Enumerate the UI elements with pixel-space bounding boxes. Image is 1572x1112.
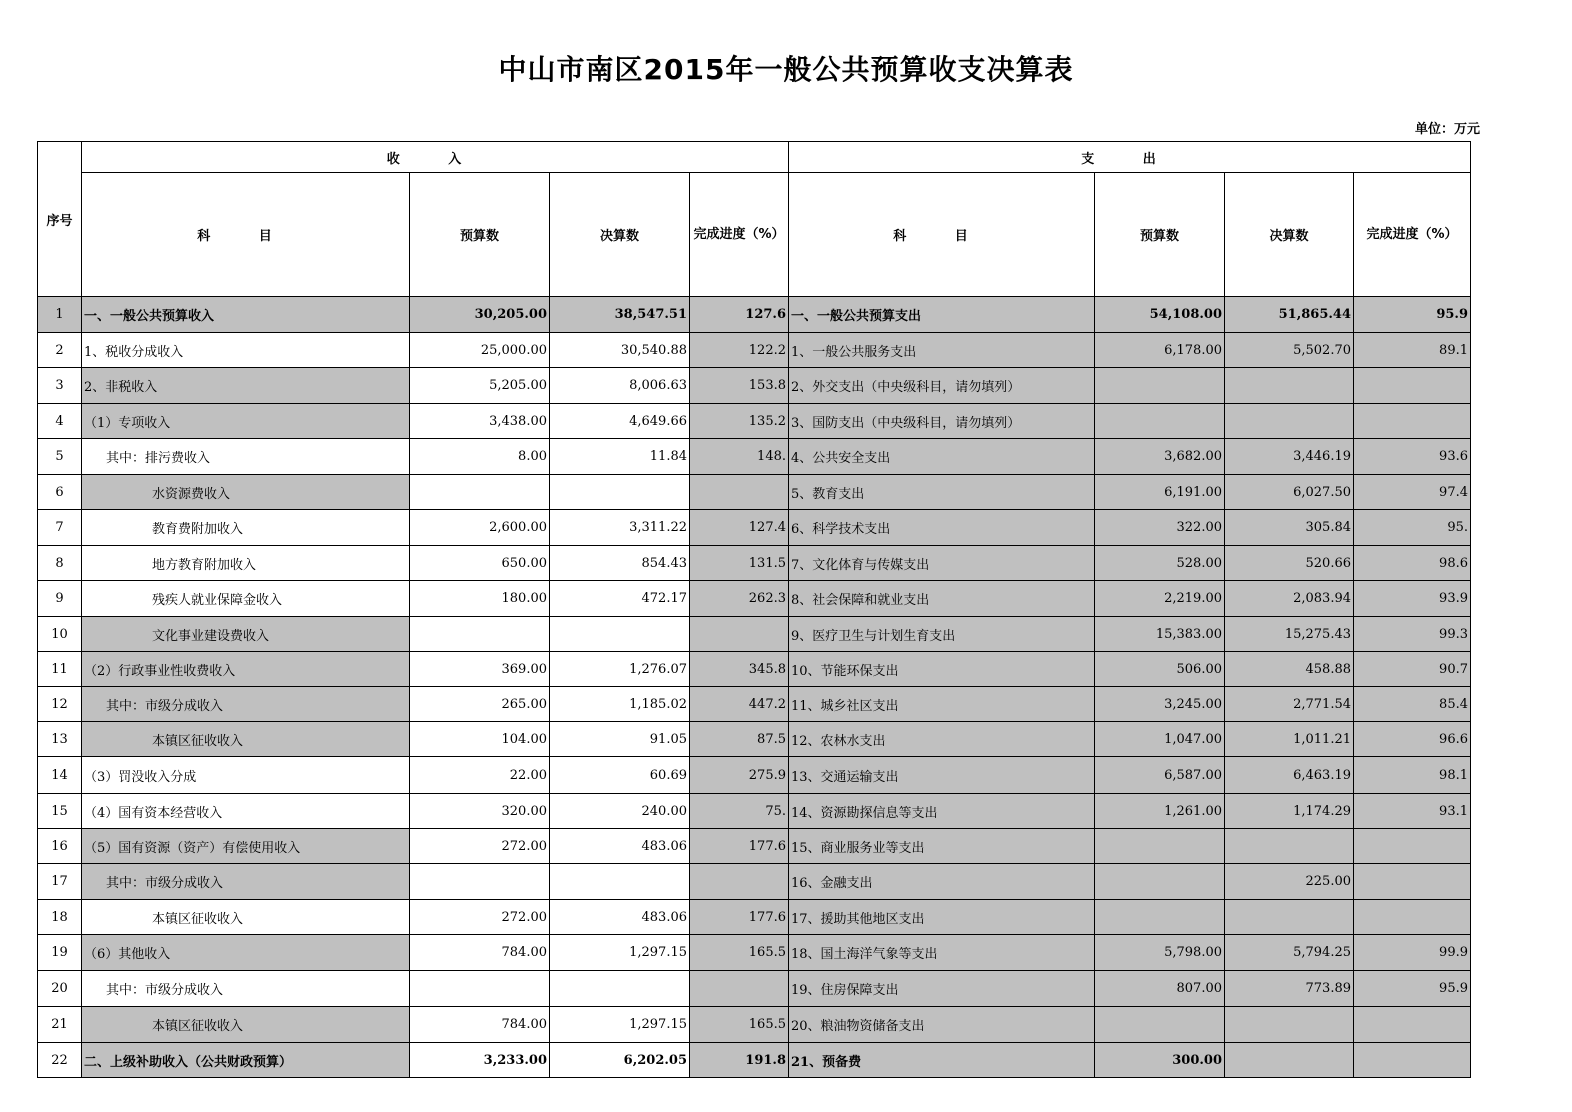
- income-subject-cell: 二、上级补助收入（公共财政预算）: [82, 1043, 410, 1078]
- table-row: [38, 546, 1471, 581]
- income-final-cell: 854.43: [550, 546, 690, 581]
- income-budget-cell: 320.00: [410, 794, 550, 829]
- expense-budget-cell: 322.00: [1095, 510, 1225, 546]
- income-progress-cell: 122.2: [690, 333, 789, 368]
- expense-progress-cell: [1354, 900, 1471, 935]
- income-subject-cell: 本镇区征收收入: [82, 722, 410, 757]
- income-final-cell: 1,276.07: [550, 652, 690, 687]
- expense-budget-cell: [1095, 404, 1225, 439]
- table-row: [38, 581, 1471, 617]
- income-budget-cell: 22.00: [410, 757, 550, 794]
- income-subject-cell: 残疾人就业保障金收入: [82, 581, 410, 617]
- expense-final-cell: 6,027.50: [1225, 475, 1354, 510]
- income-final-cell: 1,297.15: [550, 1007, 690, 1043]
- income-progress-cell: 153.8: [690, 368, 789, 404]
- seq-cell: 18: [38, 900, 82, 935]
- income-subject-cell: 其中：排污费收入: [82, 439, 410, 475]
- income-budget-cell: 30,205.00: [410, 297, 550, 333]
- seq-cell: 22: [38, 1043, 82, 1078]
- expense-progress-cell: 90.7: [1354, 652, 1471, 687]
- expense-budget-cell: 506.00: [1095, 652, 1225, 687]
- expense-progress-cell: 93.9: [1354, 581, 1471, 617]
- expense-budget-cell: 15,383.00: [1095, 617, 1225, 652]
- table-row: [38, 439, 1471, 475]
- page-title: 中山市南区2015年一般公共预算收支决算表: [498, 53, 1074, 86]
- expense-subject-cell: 16、金融支出: [789, 864, 1095, 900]
- header-expense-budget: 预算数: [1095, 173, 1225, 297]
- header-income-budget: 预算数: [410, 173, 550, 297]
- income-budget-cell: [410, 475, 550, 510]
- header-income-final: 决算数: [550, 173, 690, 297]
- expense-progress-cell: 89.1: [1354, 333, 1471, 368]
- income-final-cell: 3,311.22: [550, 510, 690, 546]
- seq-cell: 1: [38, 297, 82, 333]
- expense-progress-cell: 85.4: [1354, 687, 1471, 722]
- expense-final-cell: 2,083.94: [1225, 581, 1354, 617]
- expense-progress-cell: 99.9: [1354, 935, 1471, 971]
- seq-cell: 13: [38, 722, 82, 757]
- expense-budget-cell: 807.00: [1095, 971, 1225, 1007]
- expense-progress-cell: [1354, 368, 1471, 404]
- expense-subject-cell: 13、交通运输支出: [789, 757, 1095, 794]
- expense-subject-cell: 7、文化体育与传媒支出: [789, 546, 1095, 581]
- income-final-cell: 30,540.88: [550, 333, 690, 368]
- expense-budget-cell: 6,191.00: [1095, 475, 1225, 510]
- income-subject-cell: （5）国有资源（资产）有偿使用收入: [82, 829, 410, 864]
- income-budget-cell: 784.00: [410, 935, 550, 971]
- income-final-cell: [550, 617, 690, 652]
- income-progress-cell: 165.5: [690, 935, 789, 971]
- expense-budget-cell: 6,178.00: [1095, 333, 1225, 368]
- header-expense-progress: 完成进度（%）: [1354, 173, 1471, 297]
- expense-subject-cell: 3、国防支出（中央级科目，请勿填列）: [789, 404, 1095, 439]
- table-row: [38, 757, 1471, 794]
- expense-budget-cell: [1095, 864, 1225, 900]
- seq-cell: 4: [38, 404, 82, 439]
- table-row: [38, 1007, 1471, 1043]
- income-budget-cell: 180.00: [410, 581, 550, 617]
- seq-cell: 16: [38, 829, 82, 864]
- expense-budget-cell: [1095, 1007, 1225, 1043]
- expense-subject-cell: 8、社会保障和就业支出: [789, 581, 1095, 617]
- income-subject-cell: 水资源费收入: [82, 475, 410, 510]
- income-subject-cell: 文化事业建设费收入: [82, 617, 410, 652]
- seq-cell: 20: [38, 971, 82, 1007]
- expense-budget-cell: [1095, 368, 1225, 404]
- expense-subject-cell: 14、资源勘探信息等支出: [789, 794, 1095, 829]
- expense-progress-cell: [1354, 829, 1471, 864]
- income-progress-cell: [690, 475, 789, 510]
- income-final-cell: 240.00: [550, 794, 690, 829]
- income-final-cell: 38,547.51: [550, 297, 690, 333]
- expense-budget-cell: 3,682.00: [1095, 439, 1225, 475]
- income-budget-cell: 2,600.00: [410, 510, 550, 546]
- header-income-subject: 科 目: [82, 173, 410, 297]
- expense-subject-cell: 12、农林水支出: [789, 722, 1095, 757]
- income-progress-cell: 148.: [690, 439, 789, 475]
- income-subject-cell: 本镇区征收收入: [82, 1007, 410, 1043]
- expense-final-cell: [1225, 900, 1354, 935]
- income-progress-cell: 177.6: [690, 829, 789, 864]
- table-row: [38, 900, 1471, 935]
- income-budget-cell: 25,000.00: [410, 333, 550, 368]
- expense-final-cell: 773.89: [1225, 971, 1354, 1007]
- income-progress-cell: 345.8: [690, 652, 789, 687]
- income-progress-cell: 127.4: [690, 510, 789, 546]
- income-final-cell: 1,185.02: [550, 687, 690, 722]
- table-row: [38, 722, 1471, 757]
- expense-subject-cell: 5、教育支出: [789, 475, 1095, 510]
- income-progress-cell: [690, 864, 789, 900]
- income-subject-cell: 一、一般公共预算收入: [82, 297, 410, 333]
- expense-subject-cell: 10、节能环保支出: [789, 652, 1095, 687]
- expense-final-cell: 225.00: [1225, 864, 1354, 900]
- income-budget-cell: 8.00: [410, 439, 550, 475]
- expense-final-cell: [1225, 829, 1354, 864]
- income-subject-cell: 本镇区征收收入: [82, 900, 410, 935]
- seq-cell: 7: [38, 510, 82, 546]
- seq-cell: 12: [38, 687, 82, 722]
- expense-subject-cell: 2、外交支出（中央级科目，请勿填列）: [789, 368, 1095, 404]
- income-final-cell: 472.17: [550, 581, 690, 617]
- expense-subject-cell: 15、商业服务业等支出: [789, 829, 1095, 864]
- expense-subject-cell: 6、科学技术支出: [789, 510, 1095, 546]
- expense-subject-cell: 17、援助其他地区支出: [789, 900, 1095, 935]
- seq-cell: 11: [38, 652, 82, 687]
- income-subject-cell: 教育费附加收入: [82, 510, 410, 546]
- table-row: [38, 510, 1471, 546]
- expense-budget-cell: 1,261.00: [1095, 794, 1225, 829]
- income-final-cell: 1,297.15: [550, 935, 690, 971]
- table-row: [38, 687, 1471, 722]
- income-progress-cell: 135.2: [690, 404, 789, 439]
- table-row: [38, 935, 1471, 971]
- income-progress-cell: 275.9: [690, 757, 789, 794]
- income-progress-cell: 127.6: [690, 297, 789, 333]
- table-row: [38, 297, 1471, 333]
- table-row: [38, 617, 1471, 652]
- income-final-cell: 60.69: [550, 757, 690, 794]
- table-row: [38, 475, 1471, 510]
- seq-cell: 19: [38, 935, 82, 971]
- seq-cell: 17: [38, 864, 82, 900]
- unit-label: 单位：万元: [1414, 122, 1480, 137]
- income-subject-cell: 2、非税收入: [82, 368, 410, 404]
- expense-subject-cell: 11、城乡社区支出: [789, 687, 1095, 722]
- expense-budget-cell: 3,245.00: [1095, 687, 1225, 722]
- expense-subject-cell: 1、一般公共服务支出: [789, 333, 1095, 368]
- income-budget-cell: 104.00: [410, 722, 550, 757]
- seq-cell: 6: [38, 475, 82, 510]
- income-progress-cell: 165.5: [690, 1007, 789, 1043]
- expense-progress-cell: 98.1: [1354, 757, 1471, 794]
- expense-progress-cell: [1354, 1043, 1471, 1078]
- income-budget-cell: 3,233.00: [410, 1043, 550, 1078]
- seq-cell: 8: [38, 546, 82, 581]
- seq-cell: 21: [38, 1007, 82, 1043]
- expense-final-cell: [1225, 404, 1354, 439]
- income-progress-cell: [690, 617, 789, 652]
- seq-cell: 15: [38, 794, 82, 829]
- expense-subject-cell: 9、医疗卫生与计划生育支出: [789, 617, 1095, 652]
- expense-budget-cell: 300.00: [1095, 1043, 1225, 1078]
- expense-subject-cell: 21、预备费: [789, 1043, 1095, 1078]
- income-progress-cell: 447.2: [690, 687, 789, 722]
- income-final-cell: [550, 864, 690, 900]
- income-subject-cell: （1）专项收入: [82, 404, 410, 439]
- expense-progress-cell: [1354, 864, 1471, 900]
- income-final-cell: 4,649.66: [550, 404, 690, 439]
- income-budget-cell: [410, 617, 550, 652]
- table-row: [38, 404, 1471, 439]
- seq-cell: 9: [38, 581, 82, 617]
- expense-final-cell: 5,794.25: [1225, 935, 1354, 971]
- income-subject-cell: （3）罚没收入分成: [82, 757, 410, 794]
- income-final-cell: 483.06: [550, 829, 690, 864]
- expense-progress-cell: [1354, 404, 1471, 439]
- income-budget-cell: 3,438.00: [410, 404, 550, 439]
- income-progress-cell: 191.8: [690, 1043, 789, 1078]
- expense-final-cell: 15,275.43: [1225, 617, 1354, 652]
- expense-progress-cell: 95.9: [1354, 971, 1471, 1007]
- table-row: [38, 864, 1471, 900]
- expense-final-cell: [1225, 1007, 1354, 1043]
- income-subject-cell: （4）国有资本经营收入: [82, 794, 410, 829]
- header-income-progress: 完成进度（%）: [690, 173, 789, 297]
- income-budget-cell: 272.00: [410, 829, 550, 864]
- expense-budget-cell: 54,108.00: [1095, 297, 1225, 333]
- expense-final-cell: 520.66: [1225, 546, 1354, 581]
- expense-subject-cell: 一、一般公共预算支出: [789, 297, 1095, 333]
- income-budget-cell: [410, 971, 550, 1007]
- expense-final-cell: 1,174.29: [1225, 794, 1354, 829]
- income-final-cell: 91.05: [550, 722, 690, 757]
- income-final-cell: [550, 971, 690, 1007]
- expense-progress-cell: 96.6: [1354, 722, 1471, 757]
- header-expense-final: 决算数: [1225, 173, 1354, 297]
- expense-progress-cell: 93.1: [1354, 794, 1471, 829]
- income-subject-cell: 1、税收分成收入: [82, 333, 410, 368]
- income-final-cell: 483.06: [550, 900, 690, 935]
- income-progress-cell: 177.6: [690, 900, 789, 935]
- income-progress-cell: [690, 971, 789, 1007]
- expense-final-cell: [1225, 368, 1354, 404]
- expense-budget-cell: 5,798.00: [1095, 935, 1225, 971]
- expense-final-cell: 3,446.19: [1225, 439, 1354, 475]
- expense-subject-cell: 4、公共安全支出: [789, 439, 1095, 475]
- seq-cell: 3: [38, 368, 82, 404]
- income-budget-cell: 265.00: [410, 687, 550, 722]
- expense-final-cell: 6,463.19: [1225, 757, 1354, 794]
- income-progress-cell: 131.5: [690, 546, 789, 581]
- expense-progress-cell: 95.9: [1354, 297, 1471, 333]
- header-income: 收 入: [82, 142, 789, 173]
- income-progress-cell: 75.: [690, 794, 789, 829]
- expense-subject-cell: 19、住房保障支出: [789, 971, 1095, 1007]
- expense-final-cell: 1,011.21: [1225, 722, 1354, 757]
- expense-budget-cell: 528.00: [1095, 546, 1225, 581]
- table-row: [38, 829, 1471, 864]
- expense-progress-cell: 98.6: [1354, 546, 1471, 581]
- expense-final-cell: 51,865.44: [1225, 297, 1354, 333]
- expense-progress-cell: 93.6: [1354, 439, 1471, 475]
- expense-budget-cell: [1095, 900, 1225, 935]
- seq-cell: 2: [38, 333, 82, 368]
- income-final-cell: [550, 475, 690, 510]
- table-row: [38, 333, 1471, 368]
- expense-final-cell: 2,771.54: [1225, 687, 1354, 722]
- income-budget-cell: 369.00: [410, 652, 550, 687]
- expense-final-cell: 5,502.70: [1225, 333, 1354, 368]
- expense-subject-cell: 18、国土海洋气象等支出: [789, 935, 1095, 971]
- income-budget-cell: 5,205.00: [410, 368, 550, 404]
- expense-progress-cell: 95.: [1354, 510, 1471, 546]
- income-final-cell: 8,006.63: [550, 368, 690, 404]
- expense-progress-cell: 97.4: [1354, 475, 1471, 510]
- income-budget-cell: [410, 864, 550, 900]
- expense-subject-cell: 20、粮油物资储备支出: [789, 1007, 1095, 1043]
- table-row: [38, 794, 1471, 829]
- table-row: [38, 971, 1471, 1007]
- seq-cell: 14: [38, 757, 82, 794]
- header-seq: 序号: [38, 142, 82, 297]
- header-expense: 支 出: [789, 142, 1471, 173]
- seq-cell: 10: [38, 617, 82, 652]
- income-progress-cell: 262.3: [690, 581, 789, 617]
- income-progress-cell: 87.5: [690, 722, 789, 757]
- table-row: [38, 652, 1471, 687]
- income-final-cell: 11.84: [550, 439, 690, 475]
- budget-table: [37, 141, 1471, 1078]
- income-subject-cell: 其中：市级分成收入: [82, 971, 410, 1007]
- income-subject-cell: 其中：市级分成收入: [82, 864, 410, 900]
- expense-budget-cell: 6,587.00: [1095, 757, 1225, 794]
- income-budget-cell: 784.00: [410, 1007, 550, 1043]
- income-subject-cell: 地方教育附加收入: [82, 546, 410, 581]
- income-subject-cell: （6）其他收入: [82, 935, 410, 971]
- expense-budget-cell: 2,219.00: [1095, 581, 1225, 617]
- expense-budget-cell: [1095, 829, 1225, 864]
- expense-final-cell: 305.84: [1225, 510, 1354, 546]
- header-expense-subject: 科 目: [789, 173, 1095, 297]
- income-subject-cell: 其中：市级分成收入: [82, 687, 410, 722]
- expense-budget-cell: 1,047.00: [1095, 722, 1225, 757]
- income-final-cell: 6,202.05: [550, 1043, 690, 1078]
- expense-progress-cell: 99.3: [1354, 617, 1471, 652]
- table-row: [38, 1043, 1471, 1078]
- expense-progress-cell: [1354, 1007, 1471, 1043]
- expense-final-cell: [1225, 1043, 1354, 1078]
- income-subject-cell: （2）行政事业性收费收入: [82, 652, 410, 687]
- income-budget-cell: 650.00: [410, 546, 550, 581]
- income-budget-cell: 272.00: [410, 900, 550, 935]
- expense-final-cell: 458.88: [1225, 652, 1354, 687]
- seq-cell: 5: [38, 439, 82, 475]
- table-row: [38, 368, 1471, 404]
